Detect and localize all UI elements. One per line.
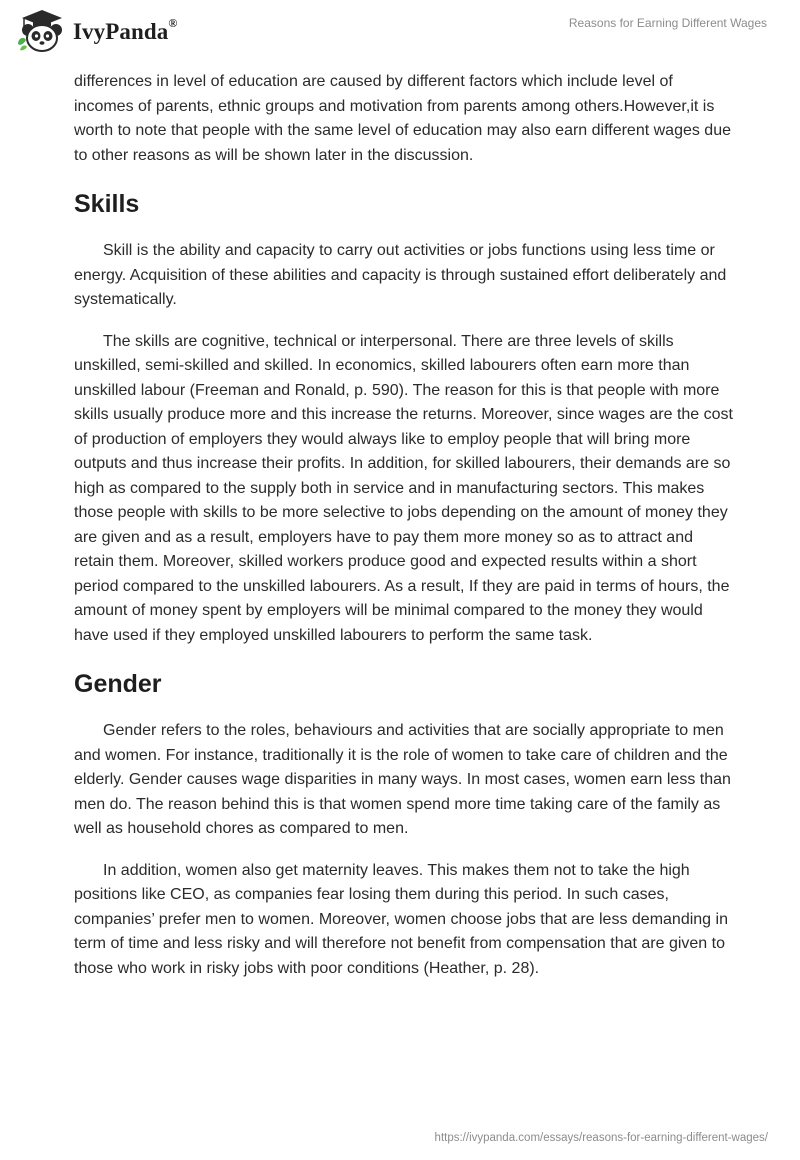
section-heading-skills: Skills <box>74 190 140 218</box>
article-body <box>74 70 734 998</box>
panda-graduation-cap-icon <box>16 8 68 54</box>
section-heading-gender: Gender <box>74 670 162 698</box>
header-title: Reasons for Earning Different Wages <box>568 16 767 30</box>
intro-paragraph: differences in level of education are caused by different factors which include level of incomes of parents, ethnic groups and motivation from parents among others.However,it is worth to note that people with the same level of education may also earn different wages due to other reasons as will be shown later in the discussion. <box>74 73 731 164</box>
brand-name: IvyPanda® <box>73 16 178 44</box>
paragraph: Skill is the ability and capacity to carry out activities or jobs functions using less time or energy. Acquisition of these abilities and capacity is through sustained effort deliberately and systematically. <box>74 242 727 308</box>
paragraph: Gender refers to the roles, behaviours and activities that are socially appropriate to men and women. For instance, traditionally it is the role of women to take care of children and the elderly. Gender causes wage disparities in many ways. In most cases, women earn less than men do. The reason behind this is that women spend more time taking care of the family as well as household chores as compared to men. <box>74 722 731 837</box>
paragraph: The skills are cognitive, technical or interpersonal. There are three levels of skills unskilled, semi-skilled and skilled. In economics, skilled labourers often earn more than unskilled labour (Freeman and Ronald, p. 590). The reason for this is that people with more skills usually produce more and this increase the returns. Moreover, since wages are the cost of production of employers they would always like to employ people that will bring more outputs and thus increase their profits. In addition, for skilled labourers, their demands are so high as compared to the supply both in service and in manufacturing sectors. This makes those people with skills to be more selective to jobs depending on the amount of money they are given and as a result, employers have to pay them more money so as to attract and retain them. Moreover, skilled workers produce good and expected results within a short period compared to the unskilled labourers. As a result, If they are paid in terms of hours, the amount of money spent by employers will be minimal compared to the money they would have used if they employed unskilled labourers to perform the same task. <box>74 332 733 644</box>
paragraph: In addition, women also get maternity leaves. This makes them not to take the high positions like CEO, as companies fear losing them during this period. In such cases, companies’ prefer men to women. Moreover, women choose jobs that are less demanding in term of time and less risky and will therefore not benefit from compensation that are given to those who work in risky jobs with poor conditions (Heather, p. 28). <box>74 861 728 977</box>
registered-mark: ® <box>168 16 178 31</box>
footer-url-link[interactable]: https://ivypanda.com/essays/reasons-for-earning-different-wages/ <box>434 1132 768 1144</box>
site-logo[interactable] <box>16 8 177 54</box>
